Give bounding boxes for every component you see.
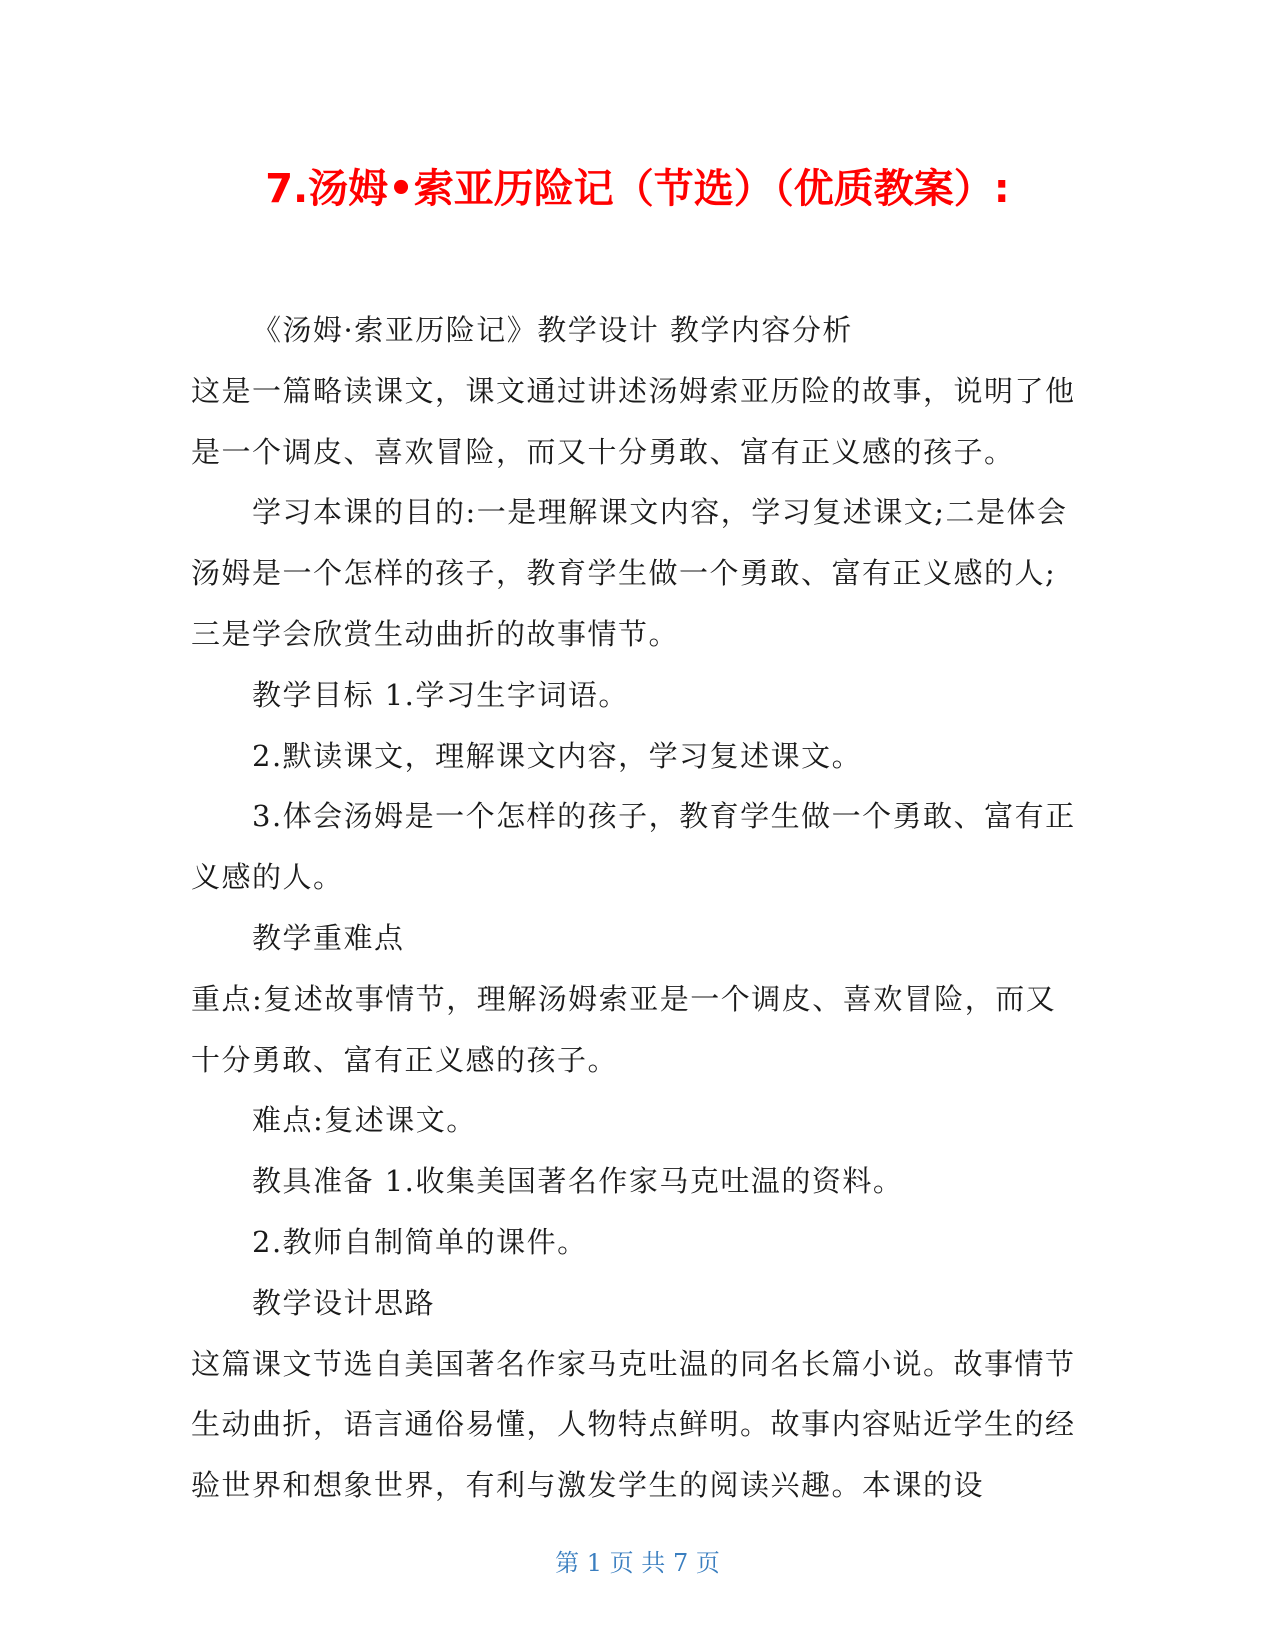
section-heading: 教学重难点: [252, 920, 405, 955]
section-heading: 教学设计思路: [252, 1285, 436, 1320]
paragraph: 2.教师自制简单的课件。: [252, 1224, 588, 1259]
paragraph: 教学目标 1.学习生字词语。: [252, 677, 629, 712]
paragraph: 2.默读课文，理解课文内容，学习复述课文。: [252, 738, 863, 773]
document-body: [191, 300, 1086, 1516]
paragraph: 难点:复述课文。: [252, 1103, 477, 1138]
paragraph: 教具准备 1.收集美国著名作家马克吐温的资料。: [252, 1164, 904, 1199]
document-title: 7.汤姆•索亚历险记（节选）（优质教案）:: [265, 166, 1010, 212]
paragraph: 《汤姆·索亚历险记》教学设计 教学内容分析: [252, 313, 853, 347]
paragraph: 重点:复述故事情节，理解汤姆索亚是一个调皮、喜欢冒险，而又十分勇敢、富有正义感的孩子。: [191, 981, 1057, 1077]
paragraph: 3.体会汤姆是一个怎样的孩子，教育学生做一个勇敢、富有正义感的人。: [191, 799, 1076, 895]
page-footer: 第 1 页 共 7 页: [555, 1549, 720, 1577]
paragraph: 学习本课的目的:一是理解课文内容，学习复述课文;二是体会汤姆是一个怎样的孩子，教育学生做一个勇敢、富有正义感的人;三是学会欣赏生动曲折的故事情节。: [191, 495, 1068, 651]
paragraph: 这是一篇略读课文，课文通过讲述汤姆索亚历险的故事，说明了他是一个调皮、喜欢冒险，而又十分勇敢、富有正义感的孩子。: [191, 373, 1076, 469]
paragraph: 这篇课文节选自美国著名作家马克吐温的同名长篇小说。故事情节生动曲折，语言通俗易懂，人物特点鲜明。故事内容贴近学生的经验世界和想象世界，有利与激发学生的阅读兴趣。本课的设: [191, 1346, 1076, 1503]
